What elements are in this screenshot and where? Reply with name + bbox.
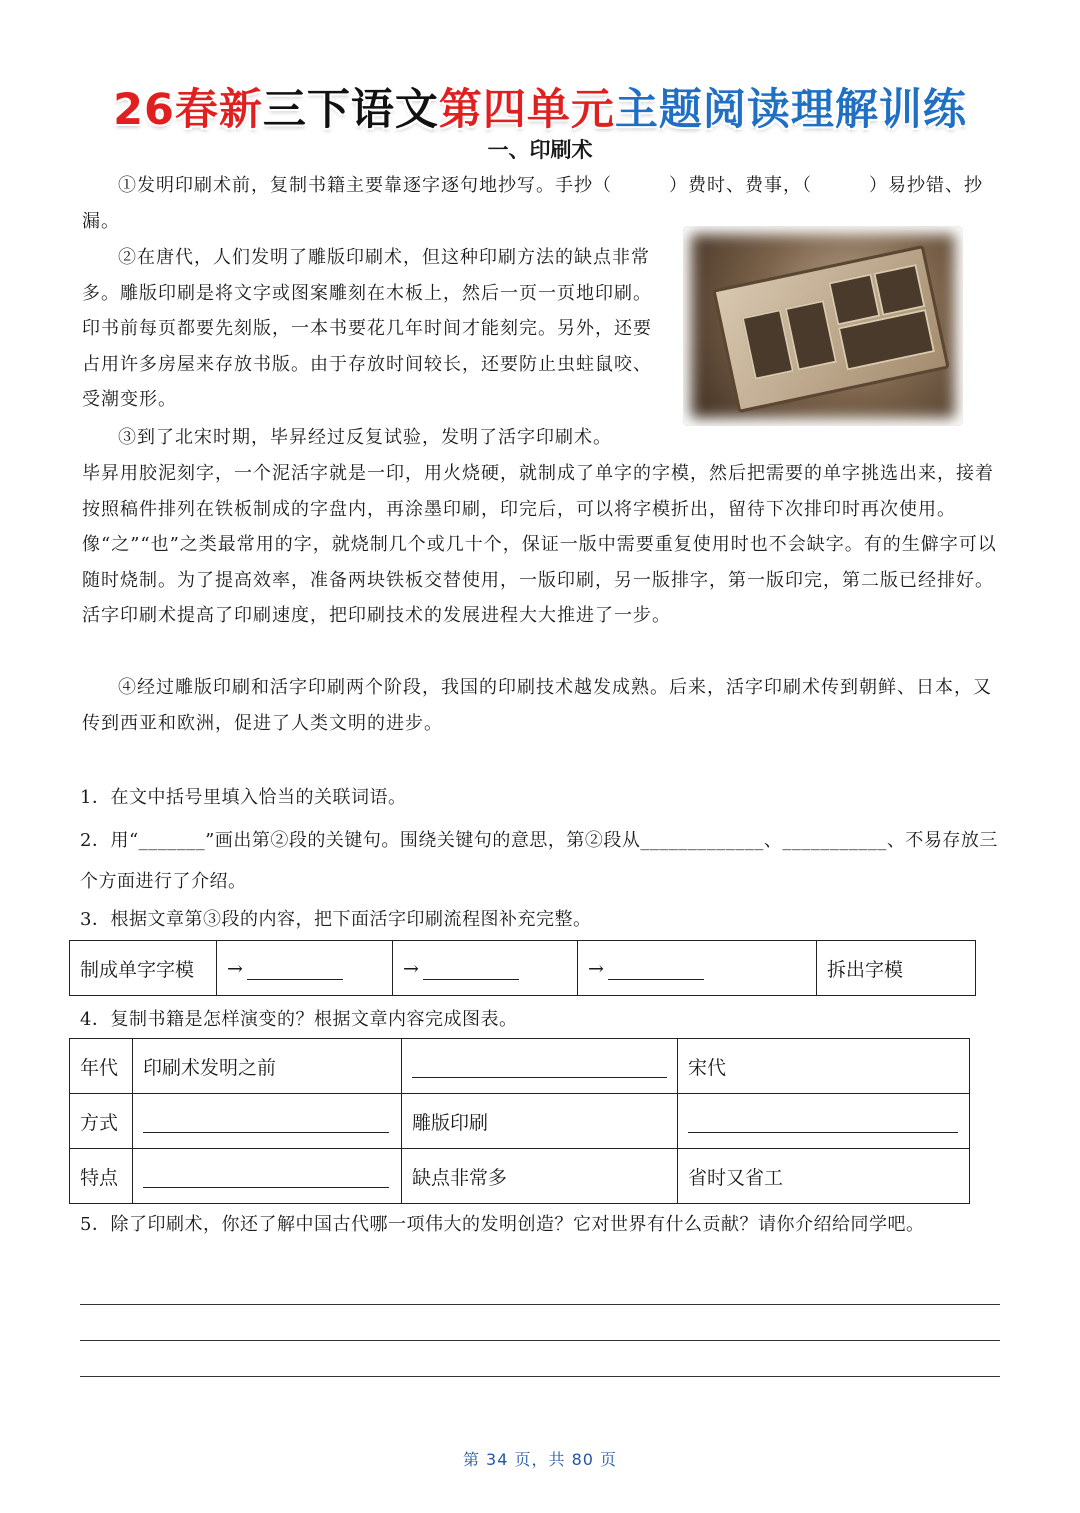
answer-line[interactable] — [80, 1376, 1000, 1377]
answer-blank[interactable] — [423, 957, 519, 980]
flow-chart-table — [69, 940, 976, 996]
answer-blank[interactable] — [608, 957, 704, 980]
flow-step-blank-2[interactable] — [393, 941, 578, 996]
cell-woodblock: 雕版印刷 — [402, 1094, 678, 1149]
arrow-right-icon: → — [403, 957, 419, 980]
page-footer: 第 34 页，共 80 页 — [462, 1450, 618, 1469]
row-label-feature: 特点 — [70, 1149, 133, 1204]
cell-many-flaws: 缺点非常多 — [402, 1149, 678, 1204]
type-tray — [712, 245, 949, 413]
answer-blank[interactable] — [143, 1165, 389, 1188]
title-part-unit: 第四单元 — [438, 85, 615, 135]
flow-step-end: 拆出字模 — [817, 941, 976, 996]
paragraph-2: ②在唐代，人们发明了雕版印刷术，但这种印刷方法的缺点非常多。雕版印刷是将文字或图案雕刻在木板上，然后一页一页地印刷。印书前每页都要先刻版，一本书要花几年时间才能刻完。另外，还要占用许多房屋来存放书版。由于存放时间较长，还要防止虫蛀鼠咬、受潮变形。 — [82, 247, 652, 410]
question-5: 5．除了印刷术，你还了解中国古代哪一项伟大的发明创造？它对世界有什么贡献？请你介绍给同学吧。 — [80, 1214, 925, 1235]
answer-line[interactable] — [80, 1340, 1000, 1341]
page-title — [0, 76, 1080, 137]
answer-blank[interactable] — [412, 1055, 667, 1078]
table-row — [70, 1039, 970, 1094]
movable-type-photo — [683, 226, 963, 426]
answer-blank[interactable] — [688, 1110, 958, 1133]
answer-blank[interactable] — [143, 1110, 389, 1133]
cell-blank[interactable] — [678, 1094, 970, 1149]
title-part-topic: 主题阅读理解训练 — [614, 85, 967, 135]
flow-step-start: 制成单字字模 — [70, 941, 217, 996]
paragraph-1: ①发明印刷术前，复制书籍主要靠逐字逐句地抄写。手抄（ ）费时、费事，（ ）易抄错、抄漏。 — [82, 175, 983, 232]
arrow-right-icon: → — [588, 957, 604, 980]
paragraph-4: ④经过雕版印刷和活字印刷两个阶段，我国的印刷技术越发成熟。后来，活字印刷术传到朝鲜、日本，又传到西亚和欧洲，促进了人类文明的进步。 — [82, 677, 992, 734]
row-label-era: 年代 — [70, 1039, 133, 1094]
arrow-right-icon: → — [227, 957, 243, 980]
cell-song-dynasty: 宋代 — [678, 1039, 970, 1094]
flow-step-blank-1[interactable] — [217, 941, 393, 996]
section-title: 一、印刷术 — [487, 138, 593, 162]
cell-blank[interactable] — [402, 1039, 678, 1094]
question-3: 3．根据文章第③段的内容，把下面活字印刷流程图补充完整。 — [80, 909, 592, 930]
evolution-table — [69, 1038, 970, 1204]
question-1: 1．在文中括号里填入恰当的关联词语。 — [80, 787, 407, 808]
paragraph-3-body: 毕昇用胶泥刻字，一个泥活字就是一印，用火烧硬，就制成了单字的字模，然后把需要的单字挑选出来，接着按照稿件排列在铁板制成的字盘内，再涂墨印刷，印完后，可以将字模折出，留待下次排印时再次使用。像“之”“也”之类最常用的字，就烧制几个或几十个，保证一版中需要重复使用时也不会缺字。有的生僻字可以随时烧制。为了提高效率，准备两块铁板交替使用，一版印刷，另一版排字，第一版印完，第二版已经排好。活字印刷术提高了印刷速度，把印刷技术的发展进程大大推进了一步。 — [82, 463, 997, 626]
table-row — [70, 1094, 970, 1149]
type-block — [828, 273, 880, 325]
title-part-grade: 26春新 — [113, 85, 263, 135]
type-block — [873, 264, 925, 316]
cell-blank[interactable] — [133, 1149, 402, 1204]
flow-step-blank-3[interactable] — [578, 941, 817, 996]
title-part-subject: 三下语文 — [262, 85, 439, 135]
answer-line[interactable] — [80, 1304, 1000, 1305]
table-row — [70, 1149, 970, 1204]
answer-blank[interactable] — [247, 957, 343, 980]
question-4: 4．复制书籍是怎样演变的？根据文章内容完成图表。 — [80, 1009, 518, 1030]
cell-saves-time: 省时又省工 — [678, 1149, 970, 1204]
paragraph-3-first-line: ③到了北宋时期，毕昇经过反复试验，发明了活字印刷术。 — [118, 427, 612, 448]
cell-blank[interactable] — [133, 1094, 402, 1149]
type-block — [785, 300, 837, 371]
question-2: 2．用“_______”画出第②段的关键句。围绕关键句的意思，第②段从_____________、___________、不易存放三个方面进行了介绍。 — [80, 830, 998, 892]
row-label-method: 方式 — [70, 1094, 133, 1149]
cell-before-invention: 印刷术发明之前 — [133, 1039, 402, 1094]
